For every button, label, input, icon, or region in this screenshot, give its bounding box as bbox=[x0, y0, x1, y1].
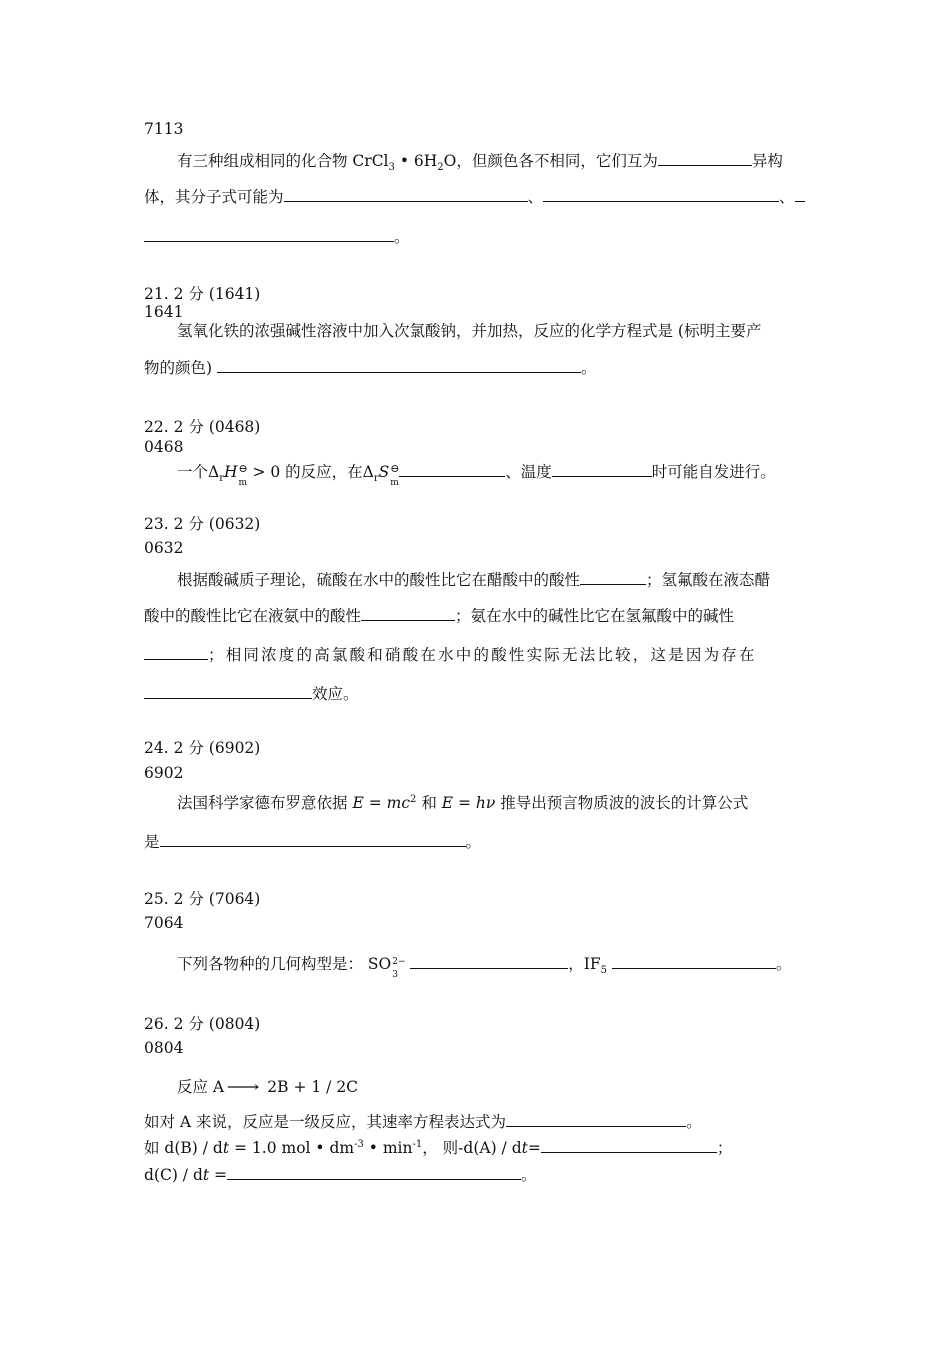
question-header: 23. 2 分 (0632) bbox=[144, 515, 261, 533]
answer-blank[interactable] bbox=[227, 1165, 521, 1180]
question-text: 法国科学家德布罗意依据 $E = mc^2$ 和 E = hν 推导出预言物质波的波长的计算公式 bbox=[177, 793, 749, 812]
question-text: 下列各物种的几何构型是： SO 2− 3 ，$IF_5$ 。 bbox=[177, 955, 792, 980]
reaction-arrow-icon: ⟶ bbox=[226, 1078, 260, 1096]
question-text: 物的颜色) 。 bbox=[144, 359, 597, 377]
question-text: 效应。 bbox=[144, 684, 359, 704]
question-text: 体，其分子式可能为 、 、 bbox=[144, 187, 805, 207]
question-text: 酸中的酸性比它在液氨中的酸性 ；氨在水中的碱性比它在氢氟酸中的碱性 bbox=[144, 607, 735, 625]
answer-blank[interactable] bbox=[399, 462, 505, 477]
answer-blank[interactable] bbox=[144, 227, 394, 242]
answer-blank[interactable] bbox=[361, 606, 455, 621]
answer-blank[interactable] bbox=[552, 462, 652, 477]
answer-blank[interactable] bbox=[580, 570, 646, 585]
question-code: 7113 bbox=[144, 120, 184, 138]
answer-blank[interactable] bbox=[658, 151, 752, 166]
question-text: ；相同浓度的高氯酸和硝酸在水中的酸性实际无法比较，这是因为存在 bbox=[144, 645, 757, 665]
question-code: 1641 bbox=[144, 303, 184, 321]
question-header: 24. 2 分 (6902) bbox=[144, 739, 261, 757]
answer-blank[interactable] bbox=[506, 1112, 686, 1127]
question-header: 22. 2 分 (0468) bbox=[144, 418, 261, 436]
answer-blank[interactable] bbox=[217, 358, 581, 373]
question-code: 0804 bbox=[144, 1039, 184, 1057]
answer-blank[interactable] bbox=[160, 832, 466, 847]
question-text: 一个$\Delta_rH$ ⊖ m > 0 的反应，在$\Delta_rS$ ⊖ m 、温度 时可能自发进行。 bbox=[177, 462, 776, 488]
question-header: 21. 2 分 (1641) bbox=[144, 285, 261, 303]
question-text: 根据酸碱质子理论，硫酸在水中的酸性比它在醋酸中的酸性 ；氢氟酸在液态醋 bbox=[177, 571, 771, 589]
reaction-equation: 反应 A ⟶ 2B + 1 / 2C bbox=[177, 1078, 359, 1096]
answer-blank[interactable] bbox=[144, 684, 312, 699]
question-code: 0632 bbox=[144, 539, 184, 557]
answer-blank[interactable] bbox=[612, 954, 776, 969]
question-text: 如对 A 来说，反应是一级反应，其速率方程表达式为 。 bbox=[144, 1113, 702, 1131]
question-text: 氢氧化铁的浓强碱性溶液中加入次氯酸钠，并加热，反应的化学方程式是 (标明主要产 bbox=[177, 322, 762, 340]
answer-blank[interactable] bbox=[144, 645, 208, 660]
question-text: 如 d(B) / dt = 1.0 mol • $dm^{-3}$ • $\min^{-1}$， 则-d(A) / dt= ； bbox=[144, 1138, 733, 1157]
question-text: 。 bbox=[144, 227, 410, 247]
question-text: d(C) / dt = 。 bbox=[144, 1166, 537, 1184]
question-text: 有三种组成相同的化合物 CrCl$_3$ • $6H_2O$，但颜色各不相同，它们互为 异构 bbox=[177, 152, 783, 174]
question-code: 6902 bbox=[144, 764, 184, 782]
answer-blank[interactable] bbox=[541, 1138, 717, 1153]
question-header: 26. 2 分 (0804) bbox=[144, 1015, 261, 1033]
question-header: 25. 2 分 (7064) bbox=[144, 890, 261, 908]
question-code: 7064 bbox=[144, 914, 184, 932]
answer-blank[interactable] bbox=[795, 187, 805, 202]
answer-blank[interactable] bbox=[543, 187, 779, 202]
answer-blank[interactable] bbox=[284, 187, 528, 202]
answer-blank[interactable] bbox=[410, 954, 568, 969]
question-code: 0468 bbox=[144, 438, 184, 456]
question-text: 是 。 bbox=[144, 833, 482, 851]
